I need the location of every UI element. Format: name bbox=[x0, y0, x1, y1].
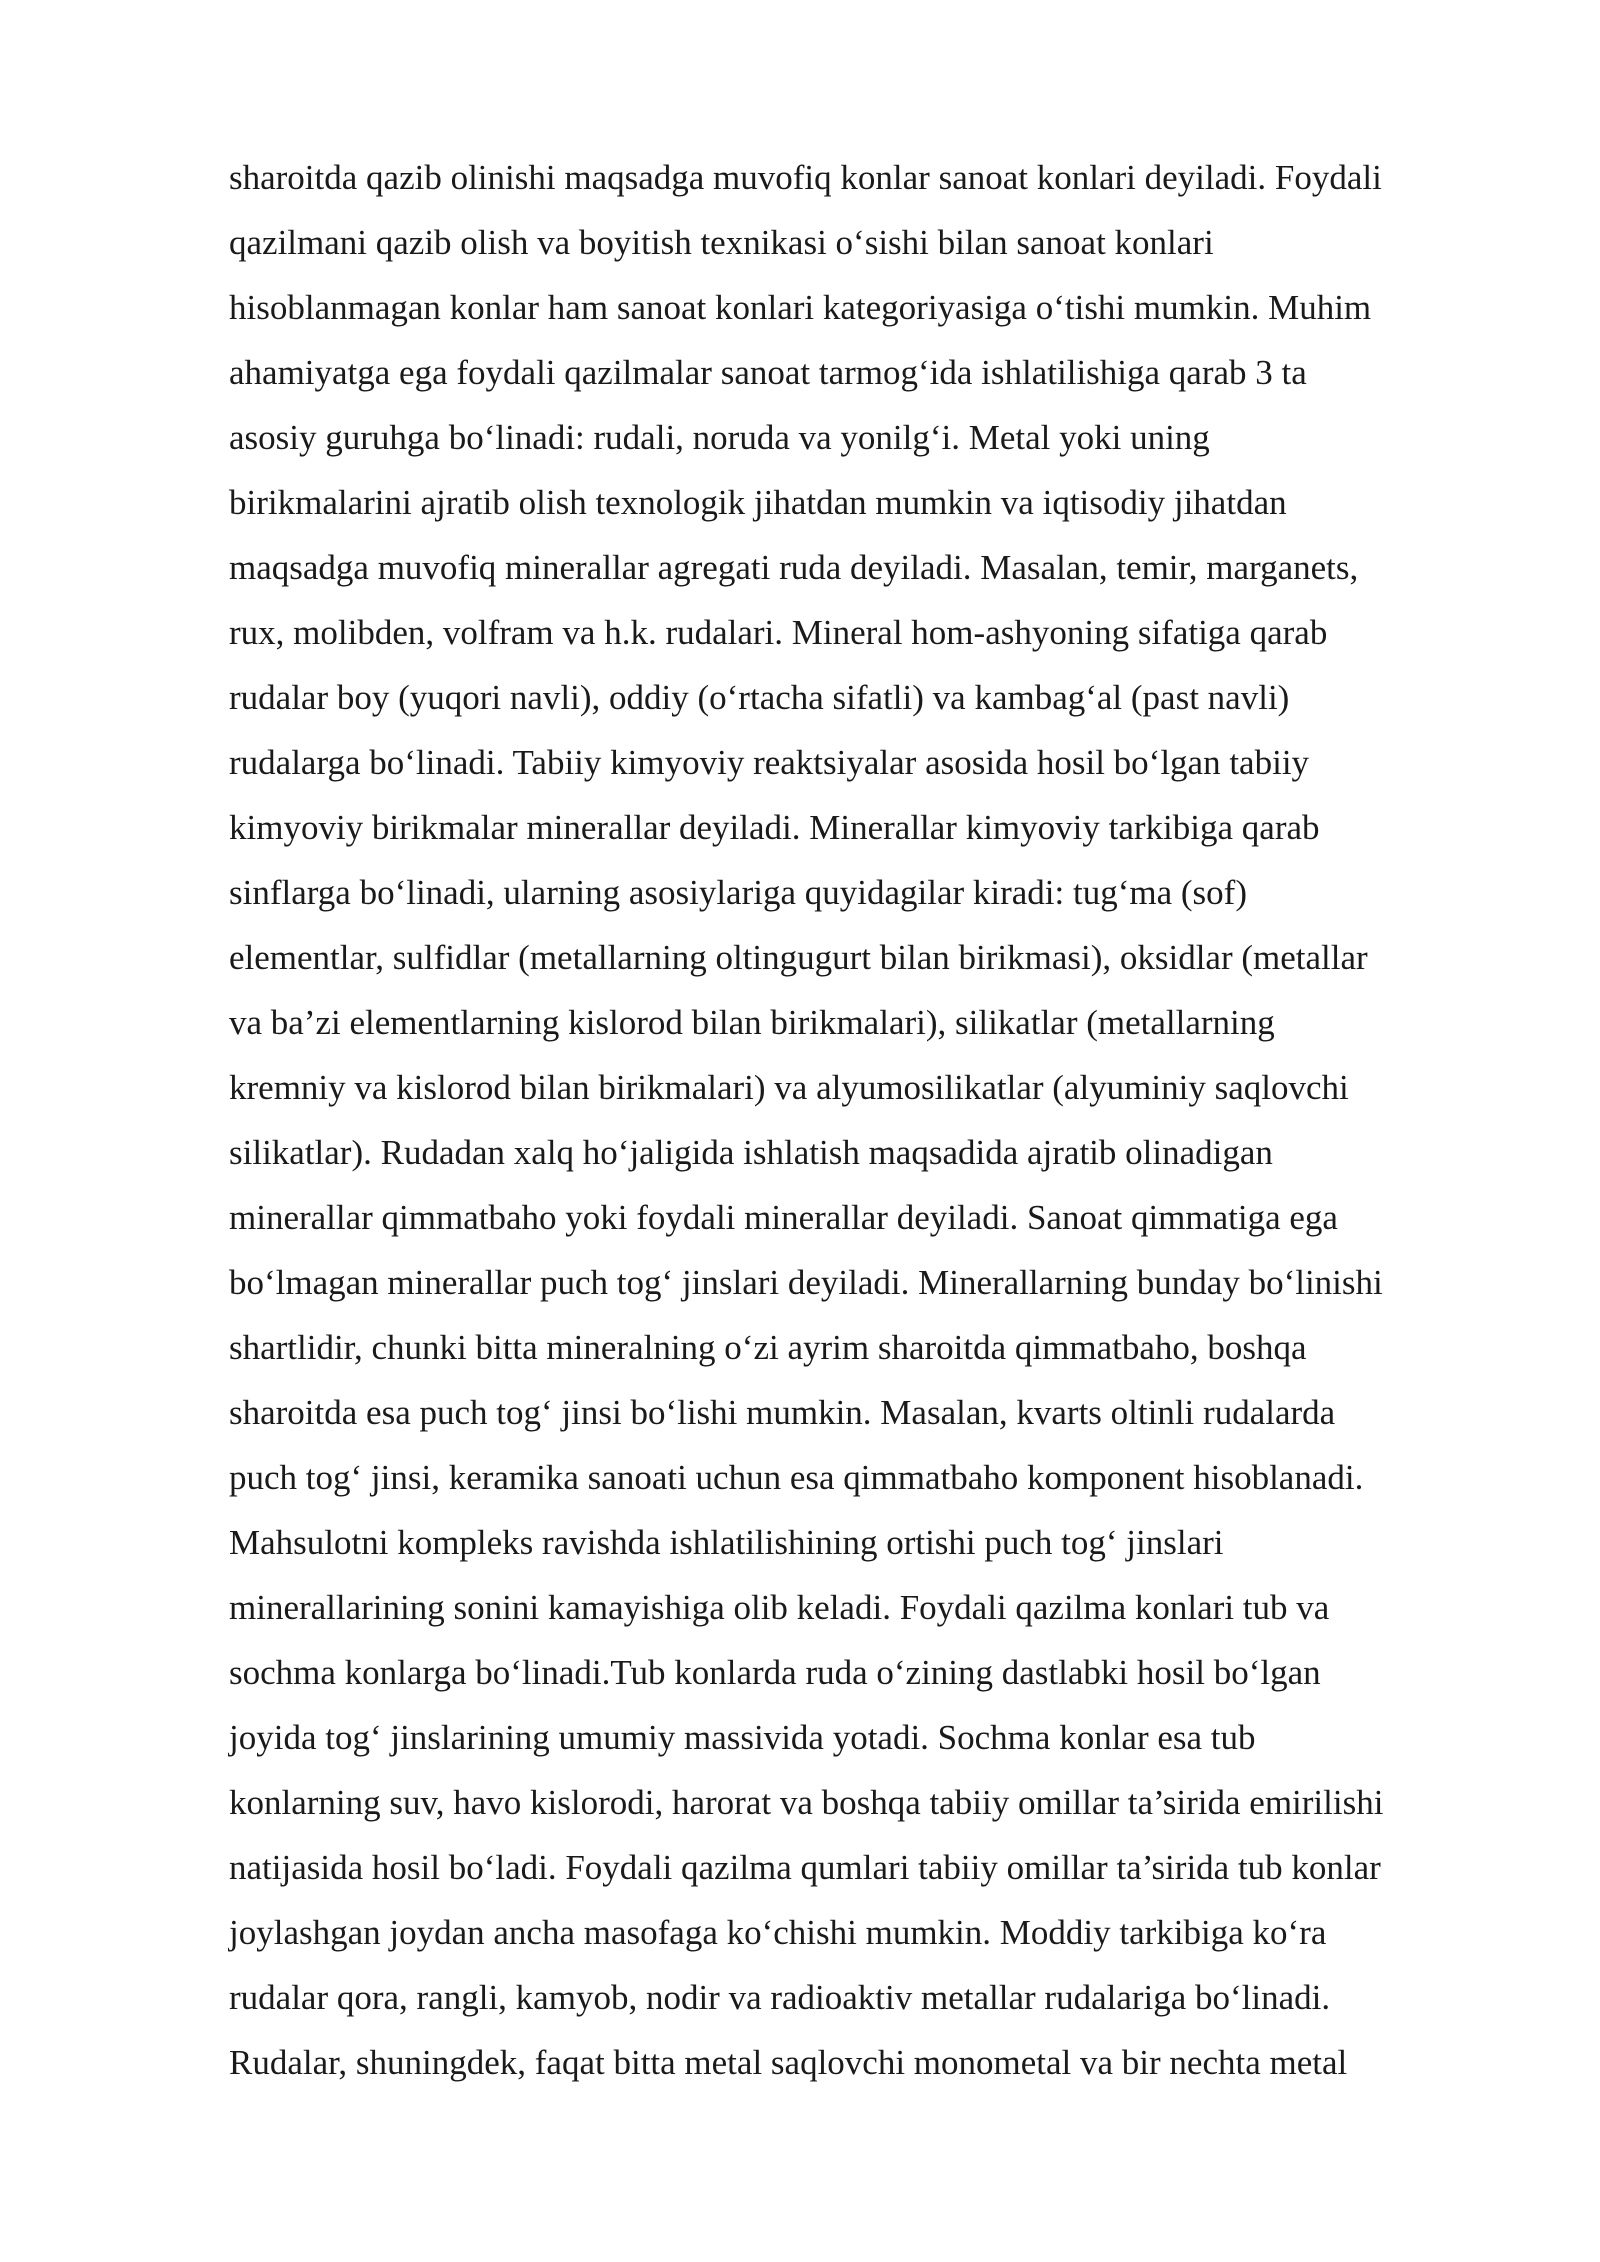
text-line: elementlar, sulfidlar (metallarning oltingugurt bilan birikmasi), oksidlar (metallar bbox=[229, 938, 1368, 977]
text-line: rudalar boy (yuqori navli), oddiy (o‘rtacha sifatli) va kambag‘al (past navli) bbox=[229, 678, 1290, 717]
text-line: konlarning suv, havo kislorodi, harorat va boshqa tabiiy omillar ta’sirida emirilishi bbox=[229, 1783, 1384, 1822]
text-line: sinflarga bo‘linadi, ularning asosiylariga quyidagilar kiradi: tug‘ma (sof) bbox=[229, 873, 1247, 912]
text-line: rudalarga bo‘linadi. Tabiiy kimyoviy reaktsiyalar asosida hosil bo‘lgan tabiiy bbox=[229, 743, 1310, 782]
text-line: kimyoviy birikmalar minerallar deyiladi. Minerallar kimyoviy tarkibiga qarab bbox=[229, 808, 1320, 847]
text-line: joyida tog‘ jinslarining umumiy massivida yotadi. Sochma konlar esa tub bbox=[229, 1718, 1256, 1757]
text-line: joylashgan joydan ancha masofaga ko‘chishi mumkin. Moddiy tarkibiga ko‘ra bbox=[229, 1913, 1327, 1952]
text-line: va ba’zi elementlarning kislorod bilan birikmalari), silikatlar (metallarning bbox=[229, 1003, 1275, 1042]
text-line: minerallar qimmatbaho yoki foydali minerallar deyiladi. Sanoat qimmatiga ega bbox=[229, 1198, 1338, 1237]
text-line: shartlidir, chunki bitta mineralning o‘zi ayrim sharoitda qimmatbaho, boshqa bbox=[229, 1328, 1307, 1367]
text-line: natijasida hosil bo‘ladi. Foydali qazilma qumlari tabiiy omillar ta’sirida tub konlar bbox=[229, 1848, 1381, 1887]
text-line: ahamiyatga ega foydali qazilmalar sanoat tarmog‘ida ishlatilishiga qarab 3 ta bbox=[229, 353, 1307, 392]
text-line: kremniy va kislorod bilan birikmalari) va alyumosilikatlar (alyuminiy saqlovchi bbox=[229, 1068, 1349, 1107]
text-line: minerallarining sonini kamayishiga olib keladi. Foydali qazilma konlari tub va bbox=[229, 1588, 1330, 1627]
text-line: rux, molibden, volfram va h.k. rudalari. Mineral hom-ashyoning sifatiga qarab bbox=[229, 613, 1328, 652]
text-line: birikmalarini ajratib olish texnologik jihatdan mumkin va iqtisodiy jihatdan bbox=[229, 483, 1287, 522]
text-line: Mahsulotni kompleks ravishda ishlatilishining ortishi puch tog‘ jinslari bbox=[229, 1523, 1224, 1562]
text-line: sochma konlarga bo‘linadi.Tub konlarda ruda o‘zining dastlabki hosil bo‘lgan bbox=[229, 1653, 1321, 1692]
text-line: rudalar qora, rangli, kamyob, nodir va radioaktiv metallar rudalariga bo‘linadi. bbox=[229, 1978, 1331, 2017]
text-line: silikatlar). Rudadan xalq ho‘jaligida ishlatish maqsadida ajratib olinadigan bbox=[229, 1133, 1273, 1172]
text-line: sharoitda esa puch tog‘ jinsi bo‘lishi mumkin. Masalan, kvarts oltinli rudalarda bbox=[229, 1393, 1336, 1432]
text-line: hisoblanmagan konlar ham sanoat konlari kategoriyasiga o‘tishi mumkin. Muhim bbox=[229, 288, 1372, 327]
text-line: Rudalar, shuningdek, faqat bitta metal saqlovchi monometal va bir nechta metal bbox=[229, 2043, 1348, 2082]
text-line: bo‘lmagan minerallar puch tog‘ jinslari deyiladi. Minerallarning bunday bo‘linishi bbox=[229, 1263, 1383, 1302]
text-line: qazilmani qazib olish va boyitish texnikasi o‘sishi bilan sanoat konlari bbox=[229, 223, 1214, 262]
body-paragraph bbox=[229, 150, 1549, 2100]
text-line: sharoitda qazib olinishi maqsadga muvofiq konlar sanoat konlari deyiladi. Foydali bbox=[229, 158, 1382, 197]
text-line: puch tog‘ jinsi, keramika sanoati uchun esa qimmatbaho komponent hisoblanadi. bbox=[229, 1458, 1364, 1497]
text-line: maqsadga muvofiq minerallar agregati ruda deyiladi. Masalan, temir, marganets, bbox=[229, 548, 1359, 587]
text-line: asosiy guruhga bo‘linadi: rudali, noruda va yonilg‘i. Metal yoki uning bbox=[229, 418, 1210, 457]
